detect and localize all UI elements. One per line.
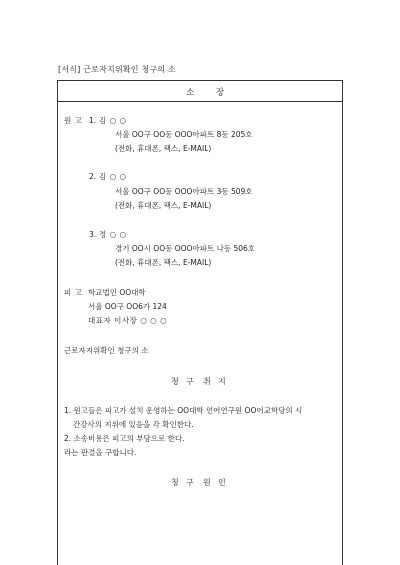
plaintiff-2-number: 2. xyxy=(89,172,97,181)
case-name: 근로자지위확인 청구의 소 xyxy=(64,346,149,355)
plaintiff-3-number: 3. xyxy=(89,230,97,239)
defendant-name: 학교법인 OO대학 xyxy=(88,288,146,297)
claim-cause-heading-char-2: 구 xyxy=(186,478,194,487)
claim-cause-heading-char-4: 인 xyxy=(218,478,226,487)
plaintiff-1-address: 서울 OO구 OO동 OOO아파트 8동 205호 xyxy=(115,130,253,139)
claim-purpose-heading-char-4: 지 xyxy=(218,377,226,386)
plaintiff-2-name: 김 ○ ○ xyxy=(99,172,127,181)
page-caption: [서식] 근로자지위확인 청구의 소 xyxy=(58,65,176,74)
plaintiff-2-address: 서울 OO구 OO동 OOO아파트 3동 509호 xyxy=(115,187,253,196)
title-char-2: 장 xyxy=(216,88,225,98)
claim-purpose-heading-char-1: 청 xyxy=(171,377,179,386)
plaintiff-1-name: 김 ○ ○ xyxy=(99,116,127,125)
defendant-label: 피 고 xyxy=(64,288,83,297)
claim-cause-heading-char-3: 원 xyxy=(203,478,211,487)
title-char-1: 소 xyxy=(186,88,195,98)
plaintiff-1-contact: (전화, 휴대폰, 팩스, E-MAIL) xyxy=(115,144,212,153)
claim-purpose-heading-char-3: 취 xyxy=(203,377,211,386)
plaintiff-2-contact: (전화, 휴대폰, 팩스, E-MAIL) xyxy=(115,201,212,210)
complaint-frame xyxy=(57,80,343,565)
defendant-address: 서울 OO구 OO6가 124 xyxy=(88,302,167,311)
claim-line-1: 1. 원고들은 피고가 설치 운영하는 OO대학 언어연구원 OO어교학당의 시 xyxy=(64,406,303,415)
defendant-representative: 대표자 이사장 ○ ○ ○ xyxy=(88,316,168,325)
plaintiff-3-contact: (전화, 휴대폰, 팩스, E-MAIL) xyxy=(115,258,212,267)
title-row xyxy=(58,81,342,102)
claim-cause-heading-char-1: 청 xyxy=(171,478,179,487)
claim-purpose-heading-char-2: 구 xyxy=(186,377,194,386)
claim-line-3: 2. 소송비용은 피고의 부담으로 한다. xyxy=(64,434,185,443)
claim-line-2: 간강사의 지위에 있음을 각 확인한다. xyxy=(73,420,194,429)
plaintiff-3-name: 정 ○ ○ xyxy=(99,230,127,239)
plaintiff-1-number: 1. xyxy=(89,116,97,125)
claim-line-4: 라는 판결을 구합니다. xyxy=(64,448,137,457)
plaintiff-3-address: 경기 OO시 OO동 OOO아파트 나동 506호 xyxy=(115,244,256,253)
plaintiff-label: 원 고 xyxy=(64,116,83,125)
